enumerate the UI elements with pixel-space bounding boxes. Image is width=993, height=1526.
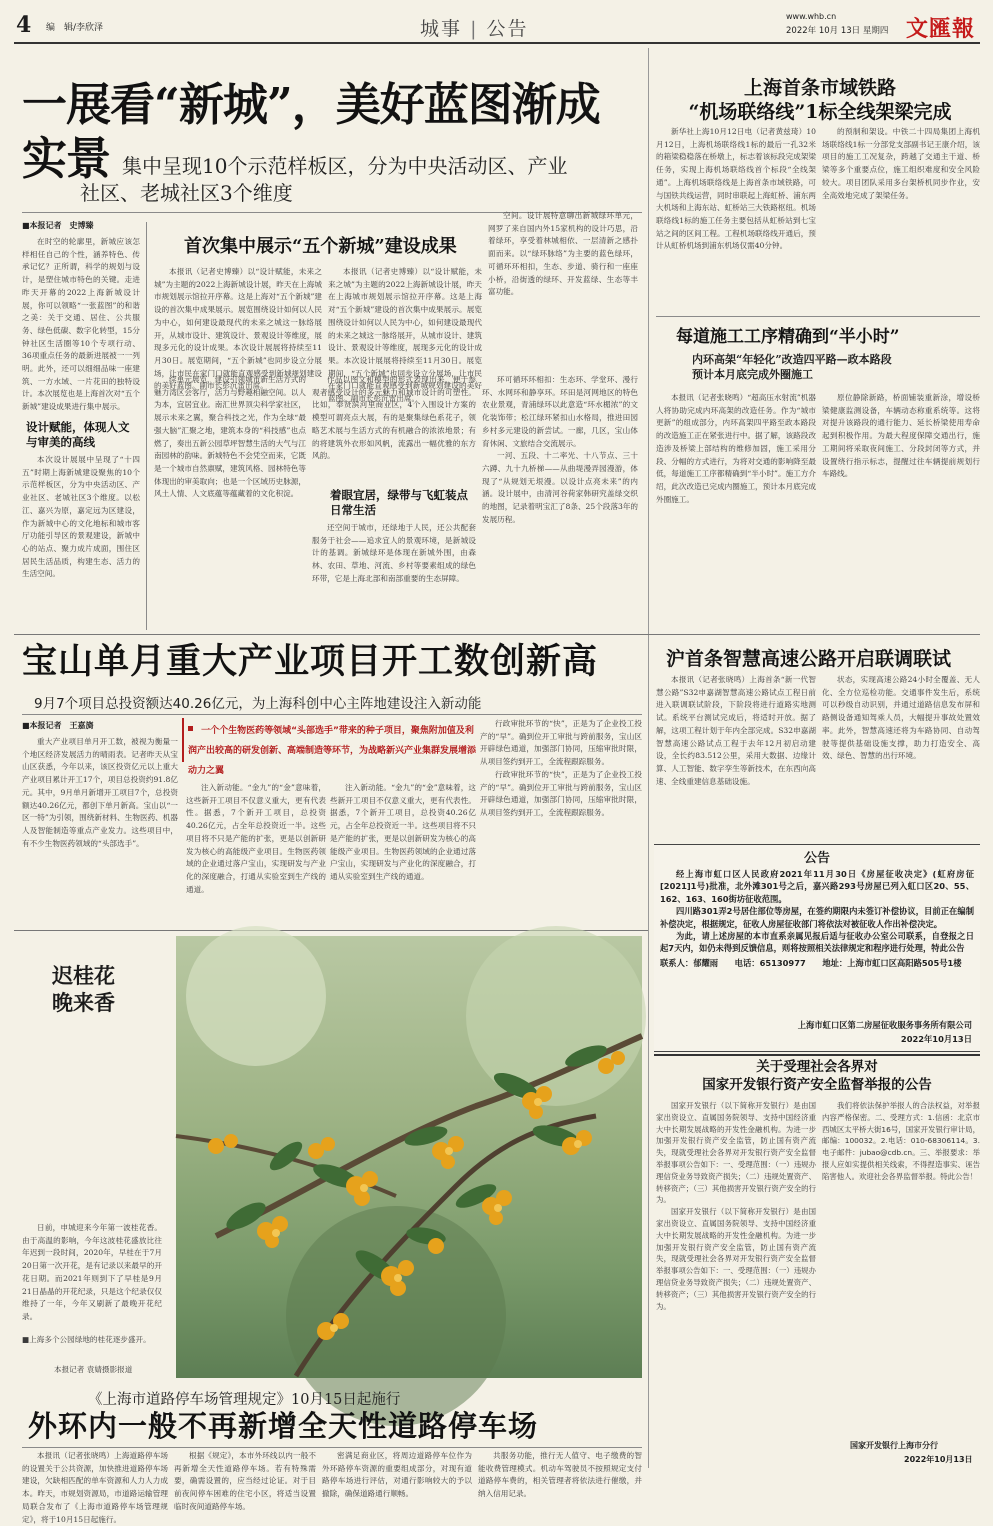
notice-box xyxy=(654,844,980,1052)
page-number: 4 xyxy=(16,12,32,38)
article-subtitle-line1: 集中呈现10个示范样板区，分为中央活动区、产业 xyxy=(122,154,568,178)
notice-org: 上海市虹口区第二房屋征收服务事务所有限公司 xyxy=(797,1020,972,1030)
notice-date: 2022年10月13日 xyxy=(900,1034,972,1044)
text-column xyxy=(656,674,816,840)
paragraph: 还空间于城市，还绿地于人民，还公共配套服务于社会——追求宜人的景观环境，是新城设计的基调。新城绿环是体现在新城外围，由森林、农田、草地、河流、乡村等要素组成的绿色环带，它是上海北部和南部重要的生态屏障。 xyxy=(312,523,476,583)
paragraph: 国家开发银行（以下简称开发银行）是由国家出资设立、直属国务院领导、支持中国经济重大中长期发展战略的开发性金融机构。为进一步加强开发银行资产安全监管，防止国有资产流失，现就受理社会各界对开发银行资产安全监督举报事项公告如下：一、受理范围：（一）违规办理信贷业务导致资产损失；（二）违规处置资产、转移资产；（三）其他损害开发银行资产安全的行为。 xyxy=(656,1207,816,1311)
osmanthus-illustration xyxy=(176,936,642,1378)
subheading: 设计赋能，体现人文与审美的高线 xyxy=(26,420,130,449)
text-column xyxy=(154,266,322,391)
text-column xyxy=(480,718,642,926)
page-editor: 编 辑/李欣泽 xyxy=(46,23,104,33)
text-column xyxy=(312,374,476,486)
divider xyxy=(656,316,980,317)
paragraph: 共服务功能，推行无人值守、电子缴费的智能收费管理模式。机动车驾驶员不按照规定支付道路停车费的，相关管理者将依法进行催缴，并纳入信用记录。 xyxy=(478,1451,642,1499)
byline: ■本报记者 王嘉旖 xyxy=(22,720,94,730)
text-column xyxy=(656,1100,816,1450)
photo-title-line: 晚来香 xyxy=(52,990,115,1015)
osmanthus-photo xyxy=(176,936,642,1378)
text-column xyxy=(488,210,638,370)
notice-contact: 联系人：郁耀雨 电话：65130977 地址：上海市虹口区高阳路505号1楼 xyxy=(660,957,962,968)
paragraph: 密满足商业区，将周边道路停车位作为外环路停车资源的重要组成部分，对现有道路停车场进行评估，对通行影响较大的予以撤除，确保道路通行顺畅。 xyxy=(322,1451,472,1499)
paper-logo: 文匯報 xyxy=(906,16,976,42)
paragraph: 本次设计展展中呈现了“十四五”时期上海新城建设聚焦的10个示范样板区，分为中央活动区、产业社区、老城社区3个维度。以松江、嘉兴为原，嘉定远为区建设，作为新城中心的文化地标和城市客厅功能引导区的景观建设，新城中心的站点、聚力成片成面，围住区居民生活品质，构建生态、活力的生活空间。 xyxy=(22,455,140,579)
paragraph: 注入新动能。“金九”的“金”意味着，这些新开工项目不仅意义重大，更有代表性。据悉，7个新开工项目，总投资40.26亿元，占全年总投资近一半。这些项目将不只是产能的扩张，更是以创新研发为核心的高能级产业项目。生物医药领域的企业通过落户宝山，实现研发与产业化的深度融合，打通从实验室到生产线的通道。 xyxy=(186,783,326,894)
notice-signature: 国家开发银行上海市分行 xyxy=(850,1441,938,1450)
text-column xyxy=(822,126,980,312)
divider xyxy=(22,714,642,715)
text-column xyxy=(656,392,816,628)
text-column xyxy=(822,674,980,840)
text-column xyxy=(482,374,638,630)
paragraph: 本报讯（记者史博臻）以“设计赋能，未来之城”为主题的2022上海新城设计展，昨天在上海城市规划展示馆拉开序幕。这是上海对“五个新城”建设的首次集中成果展示。展览围绕设计如何以人民为中心，如何建设最现代的未来之城这一脉络展开，从城市设计、建筑设计、景观设计等维度，展现多元化的设计成果。本次设计展展将持续至11月30日。展览期间，“五个新城”也同步设立分展场，让市民在家门口就能直观感受到新城规划建设的美好蓝图。副市长彭沉雷出席。 xyxy=(328,267,482,404)
paragraph: 作品以图文和模型的形式表现出来，便于参观者感受设计的多元魅力和城市设计的可塑性。比如，奉贤滨河里商业区，4个入围设计方案的模型可谓亮点大展，有的是聚集绿色系花子，领略艺术展与生活方式的有机融合的浓浓地景；有的将建筑外衣形如风帆，流露出一幅优雅的东方风韵。 xyxy=(312,375,476,461)
notice-top-rule xyxy=(654,1054,980,1056)
paragraph: 的预制和架设。中铁二十四局集团上海机场联络线1标一分部党支部副书记王康介绍，该项目的施工工况复杂，跨越了交通主干道、桥梁等多个重要点位，施工组织难度和安全风险较大。项目团队采用多台架桥机同步作业，安全高效地完成了架梁任务。 xyxy=(822,127,980,200)
text-column xyxy=(656,126,816,312)
byline: ■本报记者 史博臻 xyxy=(22,220,94,230)
issue-date: 2022年 10月 13日 星期四 xyxy=(786,26,889,36)
article-title: 一展看“新城”，美好蓝图渐成实景 xyxy=(22,78,600,185)
section-title: 首次集中展示“五个新城”建设成果 xyxy=(184,236,457,257)
text-column xyxy=(330,782,476,926)
quote-text: 一个个生物医药等领域“头部选手”带来的种子项目，聚焦附加值及利润产出较高的研发创新、高端制造等环节，为战略新兴产业集群发展增添动力之翼 xyxy=(188,726,477,776)
text-column xyxy=(22,236,140,414)
section-notice: 公告 xyxy=(486,18,529,40)
paragraph: 原位静除新路，桥面铺装重新涂，增设桥梁健康监测设备，车辆动态称重系统等。这将对提升该路段的通行能力、延长桥梁使用寿命起到积极作用。为最大程度保障交通出行，施工期间将采取夜间施工、分段封闭等方式，并设置绕行指示标志，提醒过往车辆提前规划行车路线。 xyxy=(822,393,980,479)
paragraph: 本报讯（记者张晓鸣）上海道路停车场的设置关于公共资源，加快推进道路停车场建设，欠缺相匹配的单车资源和人力人力成本。昨天，市规划资源局，市道路运输管理局联合发布了《上海市道路停车场管理规定》，将于10月15日起施行。 xyxy=(22,1451,168,1524)
photo-caption xyxy=(22,1222,162,1330)
text-column xyxy=(22,1450,168,1524)
text-column xyxy=(822,392,980,628)
paragraph: 经上海市虹口区人民政府2021年11月30日《房屋征收决定》(虹府房征[2021]1号)批准，北外滩301号之后，嘉兴路293号房屋已列入虹口区20、55、162、163、160街坊征收范围。 xyxy=(660,869,974,904)
text-column xyxy=(822,1100,980,1416)
article-subtitle: 9月7个项目总投资额达40.26亿元，为上海科创中心主阵地建设注入新动能 xyxy=(34,696,482,712)
quote-mark-icon xyxy=(188,726,193,731)
paragraph: 为此，请上述房屋的本市直系亲属见报后适与征收办公室公司联系，自登报之日起7天内，如仍未得到反馈信息，则将按照相关法律规定和程序进行处理，特此公告 xyxy=(660,931,974,954)
photo-caption-note: ■上海多个公园绿地的桂花逐步盛开。 xyxy=(22,1335,151,1344)
site-url: www.whb.cn xyxy=(786,12,837,21)
notice-title: 公告 xyxy=(803,851,830,866)
pull-quote xyxy=(182,718,477,776)
paragraph: 国家开发银行（以下简称开发银行）是由国家出资设立、直属国务院领导、支持中国经济重大中长期发展战略的开发性金融机构。为进一步加强开发银行资产安全监管，防止国有资产流失，现就受理社会各界对开发银行资产安全监督举报事项公告如下：一、受理范围：（一）违规办理信贷业务导致资产损失；（二）违规处置资产、转移资产；（三）其他损害开发银行资产安全的行为。 xyxy=(656,1101,816,1205)
article-subtitle-line2: 社区、老城社区3个维度 xyxy=(80,181,293,205)
article-title xyxy=(662,76,978,124)
paragraph: 新华社上海10月12日电（记者黄兹琦）10月12日，上海机场联络线1标的最后一孔32米的箱梁稳稳落在桥墩上，标志着该标段完成架梁任务，实现上海机场联络线首个标段“全线架通”。上海机场联络线是上海首条市域铁路，可与国铁共线运营，同时串联起上海虹桥、浦东两大机场和上海东站、虹桥站三大铁路枢纽。机场联络线1标的施工任务主要包括从虹桥站到七宝站之间的区间工程。工程机场联络线开通后，预计从虹桥机场到浦东机场仅需40分钟。 xyxy=(656,127,816,251)
paragraph: 日前，申城迎来今年第一波桂花香。由于高温的影响，今年这波桂花盛放比往年迟到一段时间，2020年，早桂在于7月20日第一次开花，是有记录以来最早的开花日期。而2021年则到下了早桂是9月21日晶晶的开花纪录，只是这个纪录仅仅维持了一年，今年又刷新了最晚开花纪录。 xyxy=(22,1223,162,1321)
subheading: 着眼宜居，绿带与飞虹装点日常生活 xyxy=(330,488,468,517)
paragraph: 续单元展览，建设引领城市新生活方式的魅力湾区会客厅，活力与野趣相融空间。以人为本，宜居宜业。南汇世界顶尖科学家社区，展示未来之翼，聚合科技之光，作为全球“最强大脑”汇聚之地，建筑本身的“科技感”也点燃了，奏出五新公园草坪智慧生活的大气与江南园林的韵味。新城特色不会凭空而来，它既是一个城市自然禀赋，建筑风格、园林特色等体现出的审美取向；也是一个区域历史脉源，风土人情、人文底蕴等蕴藏着的文化积淀。 xyxy=(154,375,306,499)
paragraph: 行政审批环节的“快”，正是为了企业投工投产的“早”。确到位开工审批与跨前服务，宝山区开辟绿色通道，加强部门协同，压缩审批时限，从项目签约到开工，全流程跟踪服务。 xyxy=(480,719,642,767)
title-line: 国家开发银行资产安全监督举报的公告 xyxy=(702,1077,932,1093)
notice-title xyxy=(654,1058,980,1094)
text-column xyxy=(22,736,178,926)
masthead-rule xyxy=(14,42,980,44)
text-column xyxy=(478,1450,642,1499)
divider xyxy=(146,222,147,630)
article-title: 每道施工工序精确到“半小时” xyxy=(676,327,900,347)
paragraph: 根据《规定》，本市外环线以内一般不再新增全天性道路停车场。若有特殊需要，确需设置的，应当经过论证。对于目前夜间停车困难的住宅小区，将适当设置临时夜间道路停车场。 xyxy=(174,1451,316,1511)
paragraph: 行政审批环节的“快”，正是为了企业投工投产的“早”。确到位开工审批与跨前服务，宝山区开辟绿色通道，加强部门协同，压缩审批时限，从项目签约到开工，全流程跟踪服务。 xyxy=(480,769,642,817)
title-line: “机场联络线”1标全线架梁完成 xyxy=(688,101,952,123)
article-title: 外环内一般不再新增全天性道路停车场 xyxy=(28,1409,539,1443)
paragraph: 本报讯（记者张晓鸣）上海首条“新一代智慧公路”S32申嘉湖智慧高速公路试点工程日前进入联调联试阶段，下阶段将进行道路实地测试。系统平台测试完成后，将适时开放。据了解，这项工程计划于年内全部完成。S32申嘉湖智慧高速公路试点工程于去年12月初启动建设，全长约83.512公里，采用大数据、边缘计算、人工智能、数字孪生等新技术，在东西向高速、全线重建信息基础设施。 xyxy=(656,675,816,786)
paragraph: 空间。设计展特意聊出新城绿环单元，网罗了来自国内外15家机构的设计巧思，沿着绿环，享受着林城相依、一层清新之感扑面而来。以“绿环脉络”为主要的蓝色绿环，可循环环相扣，生态、步道、骑行和一座座小桥，沿街透的绿环、开发蓝绿、生态等丰富功能。 xyxy=(488,211,638,297)
paragraph: 本报讯（记者张晓鸣）“超高压水射流”机器人将协助完成内环高架的改造任务。作为“城市更新”的组成部分，内环高架四平路至政本路段的改造施工正在紧张进行中。据了解，该路段改造涉及桥梁上部结构的维修加固，施工采用分段、分幅的方式进行，为将对交通的影响降至最低，每道施工工序都精确到“半小时”。施工方介绍，此次改造已完成内圈施工，预计本月底完成外圈施工。 xyxy=(656,393,816,504)
section-rule xyxy=(14,634,980,635)
paragraph: 我们将依法保护举报人的合法权益，对举报内容严格保密。二、受理方式：1.信函：北京市西城区太平桥大街16号，国家开发银行审计局，邮编：100032。2.电话：010-68306114。3.电子邮件：jubao@cdb.cn。三、举报要求：举报人应如实提供相关线索，不得捏造事实、诬告陷害他人。欢迎社会各界监督举报。特此公告！ xyxy=(822,1101,980,1181)
photo-title xyxy=(52,962,115,1016)
text-column xyxy=(154,374,306,630)
title-line: 上海首条市域铁路 xyxy=(743,77,896,99)
notice-date: 2022年10月13日 xyxy=(904,1455,973,1464)
photo-credit: 本报记者 袁婧摄影报道 xyxy=(54,1365,133,1374)
text-column xyxy=(186,782,326,926)
photo-title-line: 迟桂花 xyxy=(52,963,115,988)
title-line: 关于受理社会各界对 xyxy=(756,1059,878,1075)
text-column xyxy=(312,522,476,630)
section-name xyxy=(420,14,529,41)
paragraph: 状态，实现高速公路24小时全覆盖、无人化、全方位巡检功能。交通事件发生后，系统可以秒级自动识别，并通过道路信息发布屏和路侧设备通知驾乘人员，大幅提升事故处置效率。此外，智慧高速还将为车路协同、自动驾驶等提供基础设施支撑，助力打造安全、高效、绿色、智慧的出行环境。 xyxy=(822,675,980,761)
paragraph: 重大产业项目单月开工数，被视为衡量一个地区经济发展活力的晴雨表。记者昨天从宝山区获悉，今年以来，该区投资亿元以上重大产业项目累计开工17个，项目总投资约91.8亿元。其中，9月单月新增开工项目7个，总投资额达40.26亿元，都创下单月新高。宝山以“一区一特”为引领，围绕新材料、生物医药、机器人及智能制造等重点产业发力。这些项目中，有不少生物医药领域的“头部选手”。 xyxy=(22,737,178,848)
paragraph: 注入新动能。“金九”的“金”意味着，这些新开工项目不仅意义重大，更有代表性。据悉，7个新开工项目，总投资40.26亿元，占全年总投资近一半。这些项目将不只是产能的扩张，更是以创新研发为核心的高能级产业项目。生物医药领域的企业通过落户宝山，实现研发与产业化的深度融合，打通从实验室到生产线的通道。 xyxy=(330,783,476,881)
paragraph: 在时空的轮廓里，新城应该怎样相任自己的个性，涵养特色、传承记忆？正所谓，科学的规划与设计，是塑住城市特色的关键。走进昨天开幕的2022上海新城设计展，你可以领略“一张蓝图”的和谐之美：关于交通、居住、公共服务、绿色低碳、数字化转型，15分钟社区生活圈等10个专项行动、36项重点任务的最新进展被一一列明。此外，还可以细细品味一座建筑、一方水域、一片花田的独特设计。本次展览也是上海首次对“五个新城”建设成果进行集中展示。 xyxy=(22,237,140,412)
section-divider: | xyxy=(470,18,479,40)
article-subtitle: 内环高架“年轻化”改造四平路—政本路段 预计本月底完成外圈施工 xyxy=(692,353,892,381)
paragraph: 四川路301弄2号居住部位等房屋，在签约期限内未签订补偿协议，目前正在编制补偿决定，根据规定，征收人房屋征收部门将依法对被征收人作出补偿决定。 xyxy=(660,906,974,929)
notice-body xyxy=(654,866,980,969)
article-title: 宝山单月重大产业项目开工数创新高 xyxy=(22,641,599,682)
divider xyxy=(22,1447,642,1448)
paragraph: 一河、五段、十二率光、十八节点、三十六蹲、九十九桥梯——从曲堤漫弄园漫游，体现了“从规划无垠漫。以设计点亮未来”的内涵。设计展中，由清河谷荷家韩研究盖绿交织的地图，记录着明宝汇了8条、25个段落3年的发展历程。 xyxy=(482,451,639,524)
column-divider xyxy=(648,48,649,1468)
text-column xyxy=(22,454,140,626)
article-kicker: 《上海市道路停车场管理规定》10月15日起施行 xyxy=(88,1392,401,1408)
text-column xyxy=(174,1450,316,1511)
article-title: 沪首条智慧高速公路开启联调联试 xyxy=(666,648,952,670)
text-column xyxy=(322,1450,472,1499)
paragraph: 环可循环环相扣：生态环、学堂环、漫行环、水网环和静享环。环田是河网地区的特色农业景观，青浦绿环以此意造“环水楣浓”的文化装饰带；松江绿环紧扣山水格局，推进田园乡村多元建设的新尝试。一廊，几区，宝山体育休闲、文旅结合交流展示。 xyxy=(482,375,638,448)
paragraph: 本报讯（记者史博臻）以“设计赋能，未来之城”为主题的2022上海新城设计展，昨天在上海城市规划展示馆拉开序幕。这是上海对“五个新城”建设的首次集中成果展示。展览围绕设计如何以人民为中心，如何建设最现代的未来之城这一脉络展开，从城市设计、建筑设计、景观设计等维度，展现多元化的设计成果。本次设计展展将持续至11月30日。展览期间，“五个新城”也同步设立分展场，让市民在家门口就能直观感受到新城规划建设的美好蓝图。副市长彭沉雷出席。 xyxy=(154,267,322,391)
text-column xyxy=(328,266,482,404)
section-city: 城事 xyxy=(420,18,463,40)
